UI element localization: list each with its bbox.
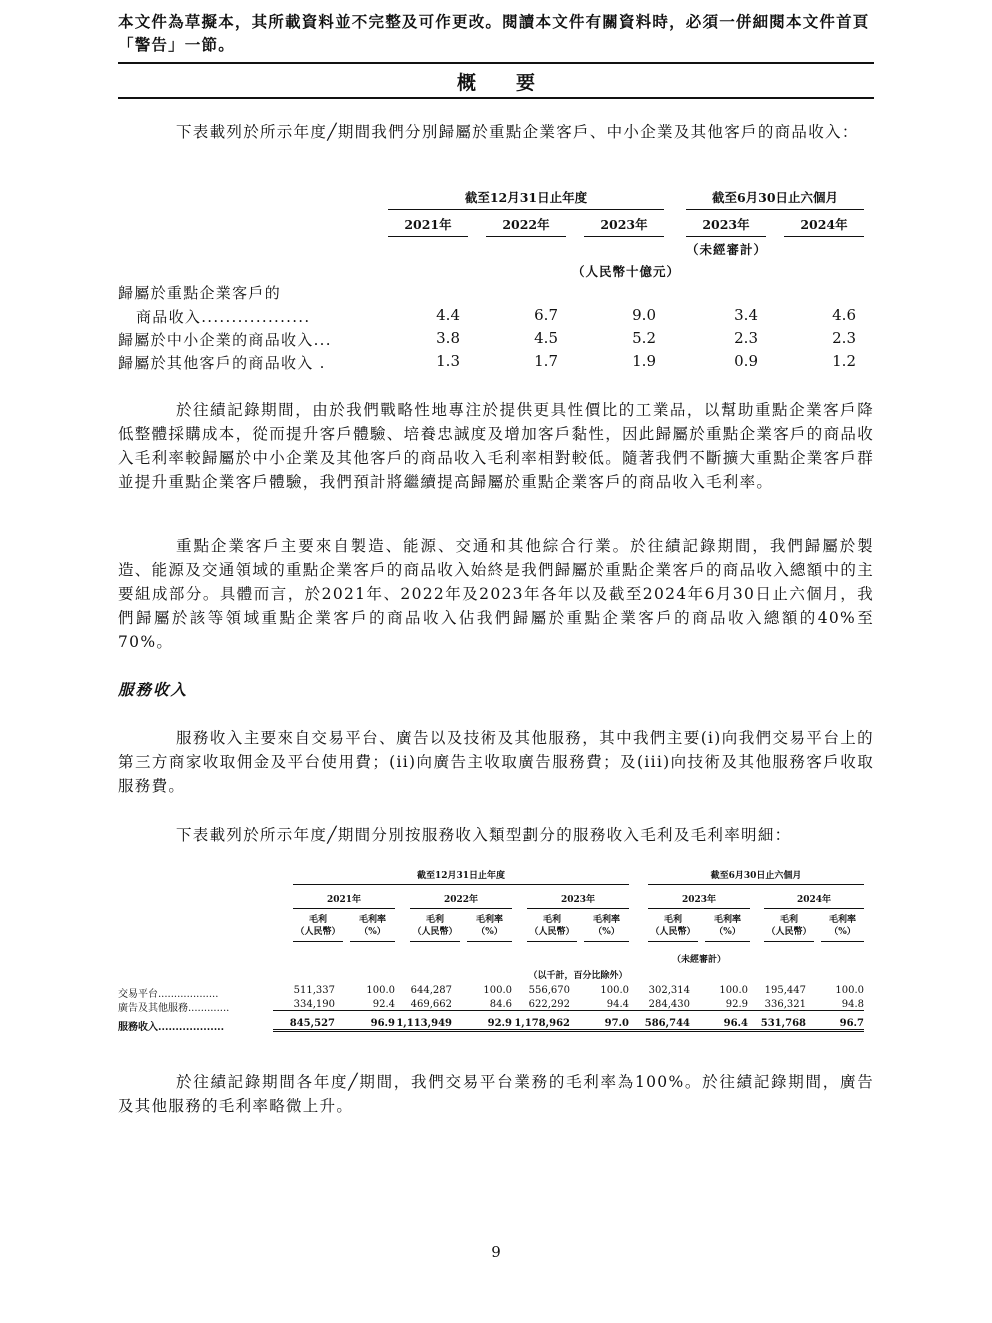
year-header: 2022年 (486, 215, 566, 237)
table-cell: 3.4 (734, 306, 758, 324)
row-label: 歸屬於其他客戶的商品收入 . (118, 354, 326, 372)
group-header-year: 截至12月31日止年度 (293, 868, 629, 885)
table-cell: 100.0 (600, 985, 629, 996)
year-header: 2023年 (584, 215, 664, 237)
table-cell: 94.4 (567, 999, 629, 1011)
table-cell: 644,287 (410, 985, 452, 996)
table-cell: 5.2 (632, 329, 656, 347)
table-cell: 100.0 (483, 985, 512, 996)
table-cell: 92.4 (333, 999, 395, 1011)
column-header-margin: 毛利率 （%） (705, 914, 750, 942)
table-cell-total: 1,113,949 (390, 1018, 452, 1032)
unaudited-note: （未經審計） (686, 242, 768, 257)
year-header: 2024年 (764, 892, 864, 909)
row-label: 歸屬於中小企業的商品收入... (118, 331, 332, 349)
row-label: 商品收入.................. (136, 308, 311, 326)
paragraph-margin: 於往績記錄期間，由於我們戰略性地專注於提供更具性價比的工業品，以幫助重點企業客戶降低整體採購成本，從而提升客戶體驗、培養忠誠度及增加客戶黏性，因此歸屬於重點企業客戶的商品收入毛利率較歸屬於中小企業及其他客戶的商品收入毛利率相對較低。隨著我們不斷擴大重點企業客戶群並提升重點企業客戶體驗，我們預計將繼續提高歸屬於重點企業客戶的商品收入毛利率。 (118, 401, 875, 491)
paragraph-enterprise: 重點企業客戶主要來自製造、能源、交通和其他綜合行業。於往績記錄期間，我們歸屬於製造、能源及交通領域的重點企業客戶的商品收入始終是我們歸屬於重點企業客戶的商品收入總額中的主要組成部分。具體而言，於2021年、2022年及2023年各年以及截至2024年6月30日止六個月，我們歸屬於該等領域重點企業客戶的商品收入佔我們歸屬於重點企業客戶的商品收入總額的40%至70%。 (118, 537, 875, 651)
table-cell-total: 586,744 (628, 1018, 690, 1032)
table-cell-total: 96.9 (333, 1018, 395, 1032)
group-header-year: 截至12月31日止年度 (388, 188, 664, 210)
table-cell: 2.3 (734, 329, 758, 347)
table-cell-total: 97.0 (567, 1018, 629, 1032)
unaudited-note: （未經審計） (671, 955, 726, 965)
table-cell: 92.9 (686, 999, 748, 1011)
column-header-profit: 毛利 （人民幣） (410, 914, 460, 942)
column-header-profit: 毛利 （人民幣） (648, 914, 698, 942)
row-label: 歸屬於重點企業客戶的 (118, 284, 282, 302)
year-header: 2023年 (527, 892, 629, 909)
table-cell: 1.9 (632, 352, 656, 370)
column-header-margin: 毛利率 （%） (467, 914, 512, 942)
table-cell: 100.0 (366, 985, 395, 996)
table-cell: 6.7 (534, 306, 558, 324)
paragraph-service: 服務收入主要來自交易平台、廣告以及技術及其他服務，其中我們主要(i)向我們交易平台上的第三方商家收取佣金及平台使用費；(ii)向廣告主收取廣告服務費；及(iii)向技術及其他服務客戶收取服務費。 (118, 729, 874, 795)
service-revenue-heading: 服務收入 (118, 680, 189, 699)
group-header-period: 截至6月30日止六個月 (648, 868, 864, 885)
table-cell: 100.0 (719, 985, 748, 996)
row-label: 交易平台................... (118, 989, 219, 1000)
year-header: 2023年 (648, 892, 750, 909)
intro-paragraph: 下表載列於所示年度╱期間我們分別歸屬於重點企業客戶、中小企業及其他客戶的商品收入： (176, 123, 859, 141)
table-cell: 556,670 (528, 985, 570, 996)
table-cell-total: 531,768 (744, 1018, 806, 1032)
table-cell: 3.8 (436, 329, 460, 347)
table-cell: 100.0 (835, 985, 864, 996)
draft-warning: 本文件為草擬本，其所載資料並不完整及可作更改。閱讀本文件有關資料時，必須一併細閱本文件首頁「警告」一節。 (118, 12, 870, 54)
row-label-total: 服務收入................... (118, 1022, 225, 1033)
table-cell: 195,447 (764, 985, 806, 996)
group-header-period: 截至6月30日止六個月 (686, 188, 864, 210)
table-cell: 4.6 (832, 306, 856, 324)
table-cell: 4.4 (436, 306, 460, 324)
top-rule (118, 62, 874, 64)
table-cell: 9.0 (632, 306, 656, 324)
table-cell: 0.9 (734, 352, 758, 370)
table-cell-total: 96.7 (802, 1018, 864, 1032)
unit-note: （人民幣十億元） (571, 264, 680, 279)
table-cell: 1.3 (436, 352, 460, 370)
year-header: 2021年 (388, 215, 468, 237)
column-header-margin: 毛利率 （%） (584, 914, 629, 942)
table-cell: 4.5 (534, 329, 558, 347)
paragraph-table-intro: 下表載列於所示年度╱期間分別按服務收入類型劃分的服務收入毛利及毛利率明細： (176, 826, 792, 844)
table-cell: 84.6 (450, 999, 512, 1011)
table-cell: 336,321 (744, 999, 806, 1011)
table-cell: 2.3 (832, 329, 856, 347)
column-header-profit: 毛利 （人民幣） (293, 914, 343, 942)
table-cell: 622,292 (508, 999, 570, 1011)
table-cell: 1.2 (832, 352, 856, 370)
row-label: 廣告及其他服務............. (118, 1003, 230, 1014)
table-cell: 334,190 (273, 999, 335, 1011)
year-header: 2021年 (293, 892, 395, 909)
paragraph-margin-trend: 於往績記錄期間各年度╱期間，我們交易平台業務的毛利率為100%。於往績記錄期間，廣告及其他服務的毛利率略微上升。 (118, 1073, 874, 1115)
year-header: 2022年 (410, 892, 512, 909)
column-header-margin: 毛利率 （%） (821, 914, 864, 942)
table-cell-total: 1,178,962 (508, 1018, 570, 1032)
year-header: 2024年 (784, 215, 864, 237)
column-header-profit: 毛利 （人民幣） (527, 914, 577, 942)
page-number: 9 (491, 1243, 501, 1261)
table-cell-total: 845,527 (273, 1018, 335, 1032)
table-cell-total: 96.4 (686, 1018, 748, 1032)
column-header-margin: 毛利率 （%） (350, 914, 395, 942)
title-rule (118, 97, 874, 99)
table-cell: 511,337 (293, 985, 335, 996)
table-cell: 94.8 (802, 999, 864, 1011)
year-header: 2023年 (686, 215, 766, 237)
table-cell: 284,430 (628, 999, 690, 1011)
table-cell-total: 92.9 (450, 1018, 512, 1032)
table-cell: 302,314 (648, 985, 690, 996)
section-title: 概要 (456, 72, 575, 94)
table-cell: 469,662 (390, 999, 452, 1011)
table-cell: 1.7 (534, 352, 558, 370)
column-header-profit: 毛利 （人民幣） (764, 914, 814, 942)
unit-note: （以千計，百分比除外） (528, 971, 628, 981)
